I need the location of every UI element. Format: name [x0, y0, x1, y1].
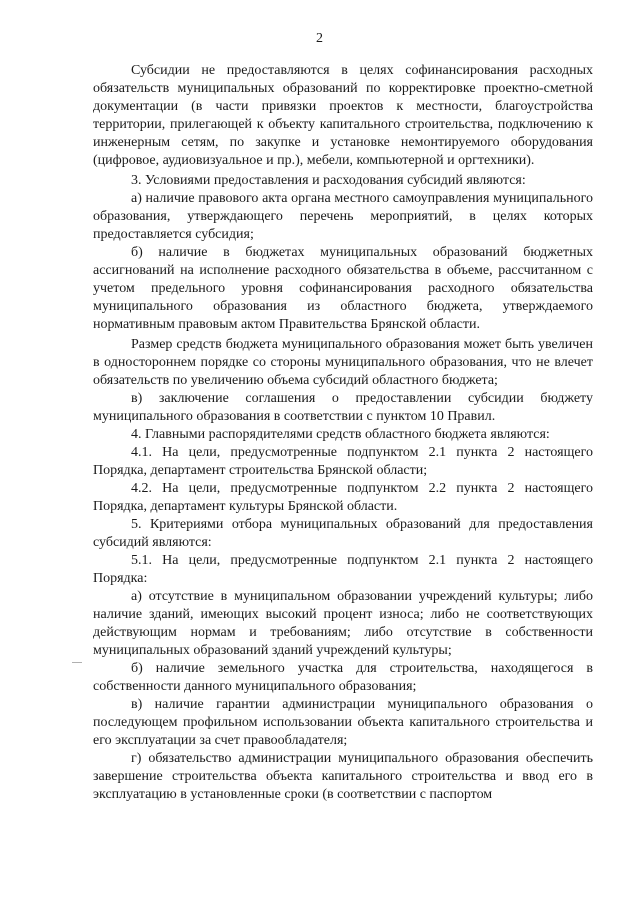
paragraph-4-2: 4.2. На цели, предусмотренные подпунктом 2.2 пункта 2 настоящего Порядка, департамент культуры Брянской области. — [93, 481, 593, 514]
scan-artifact-mark — [72, 662, 82, 663]
paragraph-5-1-g: г) обязательство администрации муниципального образования обеспечить завершение строительства объекта капитального строительства и ввод его в эксплуатацию в установленные сроки (в соответствии с паспортом — [93, 751, 593, 802]
paragraph-section-5-heading: 5. Критериями отбора муниципальных образований для предоставления субсидий являются: — [93, 517, 593, 550]
paragraph-5-1-b: б) наличие земельного участка для строительства, находящегося в собственности данного муниципального образования; — [93, 661, 593, 694]
paragraph-budget-size: Размер средств бюджета муниципального образования может быть увеличен в одностороннем порядке со стороны муниципального образования, что не влечет обязательств по увеличению объема субсидий областного бюджета; — [93, 337, 593, 388]
paragraph-section-3-heading: 3. Условиями предоставления и расходования субсидий являются: — [131, 173, 526, 188]
document-body — [93, 62, 593, 804]
paragraph-5-1-a: а) отсутствие в муниципальном образовании учреждений культуры; либо наличие зданий, имеющих высокий процент износа; либо не соответствующих действующим нормам и требованиям; либо отсутствие в собственности муниципальных образований зданий учреждений культуры; — [93, 589, 593, 658]
paragraph-3v: в) заключение соглашения о предоставлении субсидии бюджету муниципального образования в соответствии с пунктом 10 Правил. — [93, 391, 593, 424]
paragraph-section-4-heading: 4. Главными распорядителями средств областного бюджета являются: — [131, 427, 550, 442]
paragraph-4-1: 4.1. На цели, предусмотренные подпунктом 2.1 пункта 2 настоящего Порядка, департамент строительства Брянской области; — [93, 445, 593, 478]
paragraph-5-1-v: в) наличие гарантии администрации муниципального образования о последующем профильном использовании объекта капитального строительства и его эксплуатации за счет правообладателя; — [93, 697, 593, 748]
paragraph-subsidy-exclusions: Субсидии не предоставляются в целях софинансирования расходных обязательств муниципальных образований по корректировке проектно-сметной документации (в части привязки проектов к местности, благоустройства территории, прилегающей к объекту капитального строительства, подключению к инженерным сетям, по закупке и установке немонтируемого оборудования (цифровое, аудиовизуальное и пр.), мебели, компьютерной и оргтехники). — [93, 63, 593, 168]
paragraph-3b: б) наличие в бюджетах муниципальных образований бюджетных ассигнований на исполнение расходного обязательства в объеме, рассчитанном с учетом предельного уровня софинансирования расходного обязательства муниципального образования из областного бюджета, утверждаемого нормативным правовым актом Правительства Брянской области. — [93, 245, 593, 332]
paragraph-5-1: 5.1. На цели, предусмотренные подпунктом 2.1 пункта 2 настоящего Порядка: — [93, 553, 593, 586]
paragraph-3a: а) наличие правового акта органа местного самоуправления муниципального образования, утверждающего перечень мероприятий, в целях которых предоставляется субсидия; — [93, 191, 593, 242]
page-number: 2 — [316, 31, 323, 46]
